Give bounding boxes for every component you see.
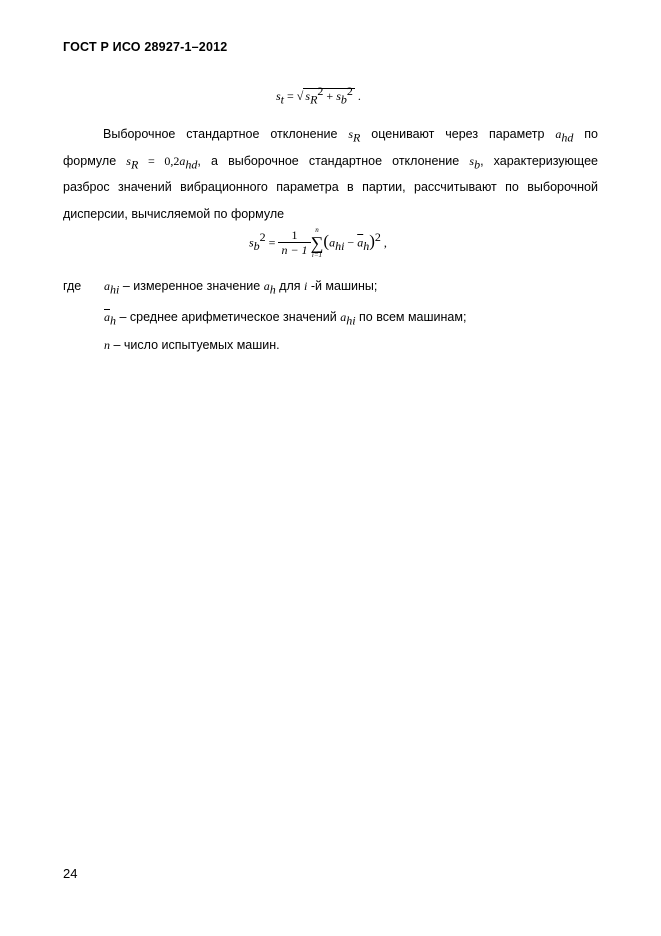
legend-item-1: $a_{hi}$ – измеренное значение $a_h$ для i -й машины; xyxy=(104,279,378,297)
para-line-4: дисперсии, вычисляемой по формуле xyxy=(63,206,285,221)
legend-item-2: $\overline{a}_h$ – среднее арифметическое значений $a_{hi}$ по всем машинам; xyxy=(104,310,467,328)
document-header: ГОСТ Р ИСО 28927-1–2012 xyxy=(63,40,228,54)
formula-sb: $s_b^2$ = $\frac{1}{n - 1}$ n ∑ i=1 $(a_{hi} - \overline{a}_h)^2$ , xyxy=(249,226,387,259)
legend-item-3: n – число испытуемых машин. xyxy=(104,338,280,352)
legend-where: где xyxy=(63,279,82,293)
page-number: 24 xyxy=(63,866,78,881)
para-line-1: Выборочное стандартное отклонение $s_R$ оценивают через параметр $a_{hd}$ по xyxy=(103,127,598,145)
formula-st: $s_t$ = √ $s_R^2 + s_b^2$ . xyxy=(276,83,361,107)
para-line-2: формуле $s_R = 0,2a_{hd}$, а выборочное стандартное отклонение $s_b$, характеризующее xyxy=(63,153,598,171)
para-line-3: разброс значений вибрационного параметра в партии, рассчитывают по выборочной xyxy=(63,180,598,194)
paragraph-definition xyxy=(63,121,598,227)
